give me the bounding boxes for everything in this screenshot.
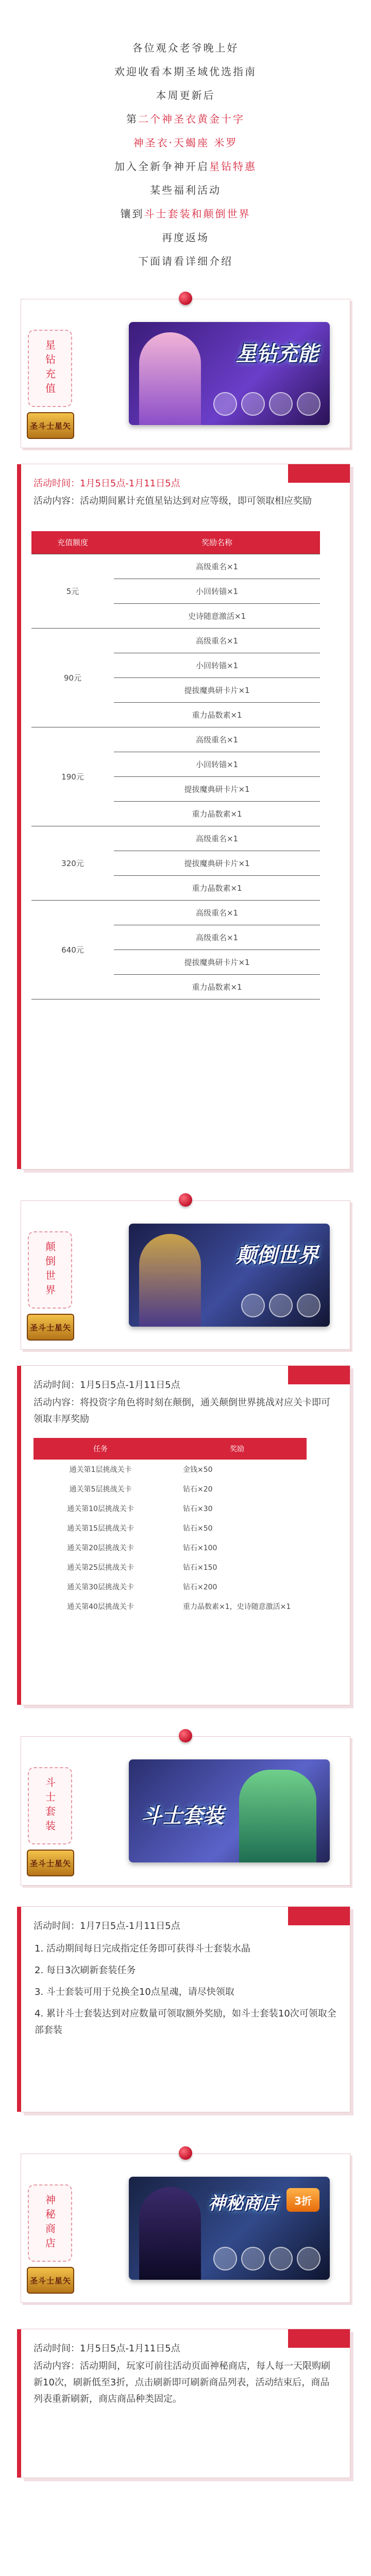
task-cell: 通关第20层挑战关卡 [67, 1544, 134, 1552]
character-figure [239, 1770, 316, 1862]
section-tag: 颠倒世界 [28, 1231, 72, 1309]
task-cell: 通关第40层挑战关卡 [67, 1603, 134, 1611]
list-item: 1. 活动期间每日完成指定任务即可获得斗士套装水晶 [35, 1943, 250, 1954]
reward-cell: 钻石×50 [183, 1524, 213, 1533]
banner-title: 星钻充能 [236, 342, 318, 366]
list-item: 4. 累计斗士套装达到对应数量可领取额外奖励，如斗士套装10次可领取全部套装 [35, 2008, 336, 2036]
reward-cell: 重力晶数素×1 [114, 875, 320, 900]
table-row [33, 1518, 307, 1538]
pushpin-icon [179, 292, 192, 305]
mystery-shop-card [21, 2329, 350, 2478]
intro-line: 神圣衣·天蝎座 米罗 [133, 137, 238, 149]
column-header: 奖励名称 [114, 531, 320, 554]
column-header: 充值额度 [31, 531, 114, 554]
activity-time: 活动时间：1月7日5点-1月11日5点 [33, 1921, 180, 1931]
table-row [31, 826, 320, 851]
pushpin-icon [179, 2146, 192, 2160]
list-item: 2. 每日3次刷新套装任务 [35, 1965, 136, 1976]
table-header [31, 531, 320, 554]
reward-cell: 高级重名×1 [114, 900, 320, 925]
banner-image [129, 1224, 330, 1327]
character-figure [139, 1234, 201, 1327]
reward-cell: 史诗随意激活×1 [114, 603, 320, 628]
reward-cell: 高级重名×1 [114, 826, 320, 851]
activity-time: 活动时间：1月5日5点-1月11日5点 [33, 1380, 180, 1391]
level-cell: 5元 [31, 554, 114, 628]
table-row [31, 900, 320, 925]
reward-cell: 小回转锚×1 [114, 752, 320, 776]
reward-cell: 提拔魔典研卡片×1 [114, 851, 320, 875]
level-cell: 640元 [31, 900, 114, 999]
reward-cell: 钻石×20 [183, 1485, 213, 1494]
reward-cell: 重力晶数素×1 [114, 702, 320, 727]
character-figure [139, 2187, 201, 2280]
activity-time: 活动时间：1月5日5点-1月11日5点 [33, 2343, 180, 2354]
table-row [33, 1479, 307, 1499]
activity-desc: 活动内容：活动期间，玩家可前往活动页面神秘商店，每人每一天限购刷新10次，刷新低至3折，点击刷新即可刷新商品列表，活动结束后，商品列表重新刷新，商店商品种类固定。 [33, 2361, 330, 2404]
reward-cell: 高级重名×1 [114, 727, 320, 752]
task-cell: 通关第5层挑战关卡 [69, 1485, 132, 1494]
game-logo: 圣斗士星矢 [27, 2267, 74, 2294]
intro-line: 下面请看详细介绍 [138, 255, 233, 267]
reward-cell: 重力晶数素×1 [114, 801, 320, 826]
reward-cell: 钻石×200 [183, 1583, 217, 1591]
reward-cell: 钻石×150 [183, 1564, 217, 1572]
intro-block [0, 0, 371, 273]
card-accent [17, 1366, 21, 1705]
table-row [31, 554, 320, 579]
banner-title: 颠倒世界 [236, 1244, 318, 1267]
recharge-card [21, 464, 350, 1170]
section-banner-upside-down-world [21, 1200, 350, 1350]
card-accent [17, 1907, 21, 2112]
table-row [33, 1499, 307, 1518]
banner-image [129, 2177, 330, 2280]
banner-title: 神秘商店 [208, 2193, 278, 2214]
table-row [33, 1460, 307, 1479]
pushpin-icon [179, 1729, 192, 1742]
card-header-bar [288, 1907, 350, 1925]
table-header [33, 1438, 307, 1460]
table-row [33, 1557, 307, 1577]
intro-line: 某些福利活动 [150, 184, 221, 196]
card-accent [17, 2329, 21, 2478]
activity-desc: 活动内容：将投资字角色将时刻在颠倒，通关颠倒世界挑战对应关卡即可领取丰厚奖励 [33, 1397, 330, 1425]
intro-line: 再度返场 [162, 231, 209, 244]
section-banner-mystery-shop [21, 2154, 350, 2303]
banner-title: 斗士套装 [141, 1804, 224, 1828]
reward-cell: 高级重名×1 [114, 925, 320, 950]
reward-cell: 重力晶数素×1 [114, 974, 320, 999]
reward-cell: 金钱×50 [183, 1466, 213, 1474]
level-cell: 320元 [31, 826, 114, 900]
game-logo: 圣斗士星矢 [27, 412, 74, 439]
intro-line: 各位观众老爷晚上好 [132, 42, 239, 54]
card-accent [17, 464, 21, 1169]
reward-cell: 钻石×100 [183, 1544, 217, 1552]
section-banner-fighter-suit [21, 1736, 350, 1886]
table-row [31, 727, 320, 752]
level-cell: 190元 [31, 727, 114, 826]
column-header: 任务 [33, 1438, 167, 1460]
banner-image [129, 1759, 330, 1862]
reward-cell: 小回转锚×1 [114, 653, 320, 677]
list-item: 3. 斗士套装可用于兑换全10点星魂，请尽快领取 [35, 1987, 234, 1997]
intro-line: 第二个神圣衣黄金十字 [126, 113, 245, 125]
rule-list [21, 1936, 350, 2039]
table-row [33, 1597, 307, 1616]
task-cell: 通关第1层挑战关卡 [69, 1466, 132, 1474]
intro-line: 镶到斗士套装和颠倒世界 [120, 208, 251, 220]
discount-badge: 3折 [286, 2188, 319, 2212]
reward-cell: 重力晶数素×1，史诗随意激活×1 [183, 1603, 291, 1611]
game-logo: 圣斗士星矢 [27, 1314, 74, 1341]
activity-time: 活动时间：1月5日5点-1月11日5点 [33, 478, 180, 489]
reward-cell: 钻石×30 [183, 1505, 213, 1513]
reward-icons [241, 1294, 321, 1317]
character-figure [139, 332, 201, 425]
reward-icons [213, 2247, 321, 2270]
reward-cell: 高级重名×1 [114, 628, 320, 653]
table-row [31, 628, 320, 653]
table-row [33, 1577, 307, 1597]
level-cell: 90元 [31, 628, 114, 727]
section-tag: 星钻充值 [28, 330, 72, 407]
task-cell: 通关第10层挑战关卡 [67, 1505, 134, 1513]
game-logo: 圣斗士星矢 [27, 1850, 74, 1876]
table-row [33, 1538, 307, 1557]
pushpin-icon [179, 1193, 192, 1207]
task-cell: 通关第25层挑战关卡 [67, 1564, 134, 1572]
intro-line: 本周更新后 [156, 89, 215, 101]
intro-line: 欢迎收看本期圣域优选指南 [114, 65, 257, 78]
reward-cell: 小回转锚×1 [114, 579, 320, 603]
reward-cell: 提拔魔典研卡片×1 [114, 950, 320, 974]
section-tag: 斗士套装 [28, 1767, 72, 1844]
upside-down-world-card [21, 1365, 350, 1705]
task-cell: 通关第30层挑战关卡 [67, 1583, 134, 1591]
activity-desc: 活动内容：活动期间累计充值星钻达到对应等级，即可领取相应奖励 [33, 496, 312, 506]
reward-icons [213, 392, 321, 416]
column-header: 奖励 [167, 1438, 307, 1460]
reward-cell: 高级重名×1 [114, 554, 320, 579]
task-reward-table [33, 1438, 307, 1616]
section-banner-recharge [21, 299, 350, 448]
reward-cell: 提拔魔典研卡片×1 [114, 776, 320, 801]
card-header-bar [288, 2329, 350, 2348]
card-header-bar [288, 1366, 350, 1384]
section-tag: 神秘商店 [28, 2184, 72, 2262]
intro-line: 加入全新争神开启星钻特惠 [114, 160, 257, 173]
task-cell: 通关第15层挑战关卡 [67, 1524, 134, 1533]
fighter-suit-card [21, 1906, 350, 2112]
card-header-bar [288, 464, 350, 483]
reward-cell: 提拔魔典研卡片×1 [114, 677, 320, 702]
recharge-reward-table [31, 531, 320, 999]
banner-image [129, 322, 330, 425]
